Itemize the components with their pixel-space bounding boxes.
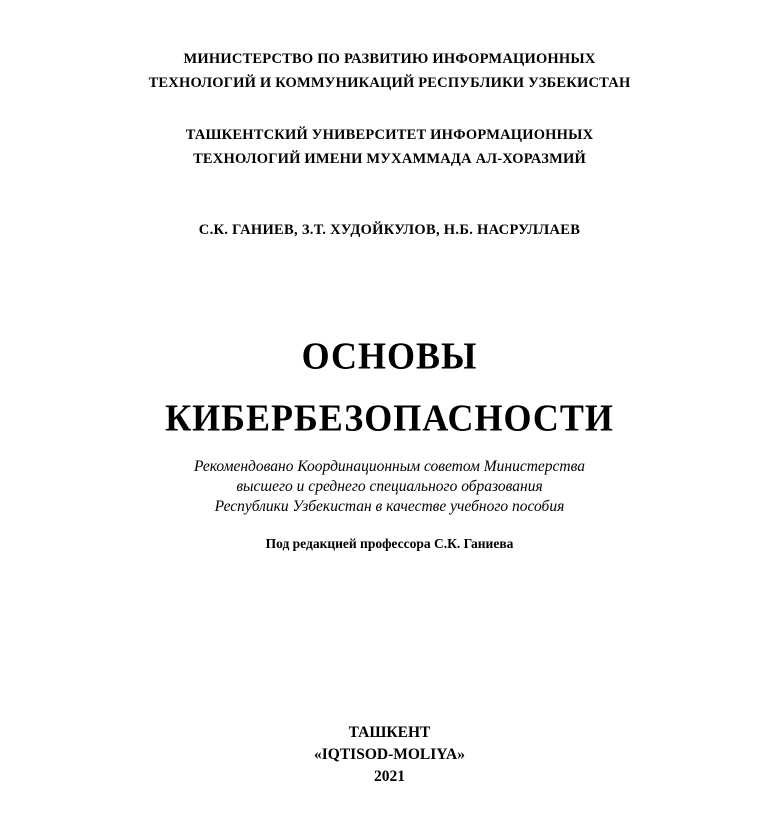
book-title-line-1: ОСНОВЫ	[301, 335, 478, 377]
imprint-publisher: «IQTISOD-MOLIYA»	[313, 746, 465, 763]
imprint-city: ТАШКЕНТ	[348, 724, 431, 741]
recommendation-line-1: Рекомендовано Координационным советом Министерства	[193, 458, 586, 475]
authors: С.К. ГАНИЕВ, З.Т. ХУДОЙКУЛОВ, Н.Б. НАСРУЛЛАЕВ	[198, 222, 581, 238]
ministry-line-1: МИНИСТЕРСТВО ПО РАЗВИТИЮ ИНФОРМАЦИОННЫХ	[183, 51, 596, 67]
book-title-line-2: КИБЕРБЕЗОПАСНОСТИ	[165, 397, 614, 439]
university-line-1: ТАШКЕНТСКИЙ УНИВЕРСИТЕТ ИНФОРМАЦИОННЫХ	[185, 127, 594, 143]
imprint-year: 2021	[374, 768, 405, 785]
recommendation-line-2: высшего и среднего специального образования	[236, 478, 543, 495]
editor-note: Под редакцией профессора С.К. Ганиева	[265, 536, 514, 551]
ministry-line-2: ТЕХНОЛОГИЙ И КОММУНИКАЦИЙ РЕСПУБЛИКИ УЗБЕКИСТАН	[148, 75, 631, 91]
university-line-2: ТЕХНОЛОГИЙ ИМЕНИ МУХАММАДА АЛ-ХОРАЗМИЙ	[193, 151, 586, 167]
recommendation-line-3: Республики Узбекистан в качестве учебного пособия	[214, 498, 565, 515]
